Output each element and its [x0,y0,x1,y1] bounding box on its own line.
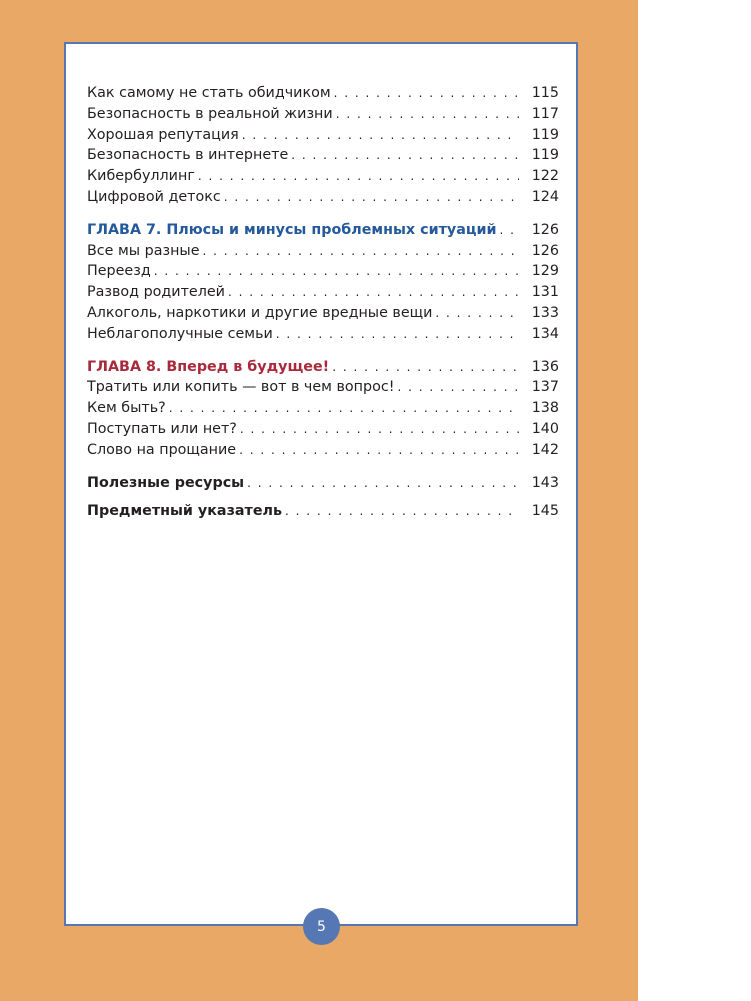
toc-entry[interactable] [87,421,559,442]
toc-entry-title: Безопасность в реальной жизни [87,105,333,122]
toc-entry[interactable] [87,85,559,106]
resources-page: 143 [531,474,559,491]
resources-title: Полезные ресурсы [87,474,245,491]
toc-entry-page: 126 [531,242,559,259]
toc-entry[interactable] [87,326,559,347]
toc-entry-title: Кибербуллинг [87,168,195,185]
toc-entry-title: Тратить или копить — вот в чем вопрос! [87,379,395,396]
toc-entry-title: Поступать или нет? [87,420,237,437]
table-of-contents [87,85,559,524]
toc-entry[interactable] [87,305,559,326]
toc-entry-page: 133 [531,304,559,321]
toc-entry[interactable] [87,127,559,148]
toc-entry-title: Развод родителей [87,284,225,301]
toc-entry-title: Безопасность в интернете [87,147,289,164]
dot-leader [500,223,520,237]
toc-entry-title: Хорошая репутация [87,126,239,143]
toc-entry-page: 122 [531,168,559,185]
toc-entry-title: Цифровой детокс [87,188,221,205]
toc-entry[interactable] [87,284,559,305]
dot-leader [397,380,519,394]
dot-leader [247,476,519,490]
toc-entry-title: Как самому не стать обидчиком [87,85,331,101]
dot-leader [242,128,519,142]
dot-leader [228,285,519,299]
section-gap [87,210,559,222]
dot-leader [334,86,519,100]
dot-leader [285,504,519,518]
toc-entry-title: Слово на прощание [87,441,237,458]
index-title: Предметный указатель [87,503,283,520]
chapter-page: 126 [531,221,559,238]
toc-entry[interactable] [87,400,559,421]
toc-entry-page: 119 [531,126,559,143]
toc-entry-title: Неблагополучные семьи [87,325,273,342]
chapter-title: ГЛАВА 8. Вперед в будущее! [87,358,330,375]
dot-leader [154,264,519,278]
section-gap [87,463,559,475]
dot-leader [169,401,519,415]
toc-entry[interactable] [87,263,559,284]
section-gap [87,347,559,359]
page-number: 5 [317,918,326,935]
toc-entry[interactable] [87,243,559,264]
chapter-page: 136 [531,358,559,375]
dot-leader [336,107,519,121]
toc-chapter-7[interactable] [87,222,559,243]
dot-leader [291,148,519,162]
toc-entry[interactable] [87,168,559,189]
toc-entry-page: 131 [531,284,559,301]
dot-leader [435,306,519,320]
toc-entry-page: 137 [531,379,559,396]
dot-leader [276,327,519,341]
dot-leader [240,422,519,436]
toc-entry-title: Кем быть? [87,400,166,417]
toc-chapter-8[interactable] [87,359,559,380]
toc-entry-page: 134 [531,325,559,342]
toc-entry-page: 138 [531,400,559,417]
dot-leader [203,244,520,258]
toc-entry[interactable] [87,379,559,400]
toc-entry[interactable] [87,106,559,127]
toc-entry[interactable] [87,442,559,463]
dot-leader [224,190,519,204]
toc-resources[interactable] [87,475,559,496]
toc-entry-title: Алкоголь, наркотики и другие вредные вещи [87,304,433,321]
dot-leader [332,360,519,374]
dot-leader [198,169,519,183]
toc-entry[interactable] [87,189,559,210]
chapter-title: ГЛАВА 7. Плюсы и минусы проблемных ситуаций [87,221,497,238]
toc-entry-page: 129 [531,263,559,280]
section-gap [87,495,559,503]
toc-entry-page: 119 [531,147,559,164]
toc-entry-page: 115 [531,85,559,101]
toc-entry-page: 117 [531,105,559,122]
toc-entry[interactable] [87,147,559,168]
toc-entry-page: 124 [531,188,559,205]
dot-leader [239,443,519,457]
page-number-badge [303,908,340,945]
toc-entry-title: Переезд [87,263,151,280]
index-page: 145 [531,503,559,520]
toc-index[interactable] [87,503,559,524]
toc-entry-title: Все мы разные [87,242,200,259]
toc-entry-page: 140 [531,420,559,437]
toc-entry-page: 142 [531,441,559,458]
